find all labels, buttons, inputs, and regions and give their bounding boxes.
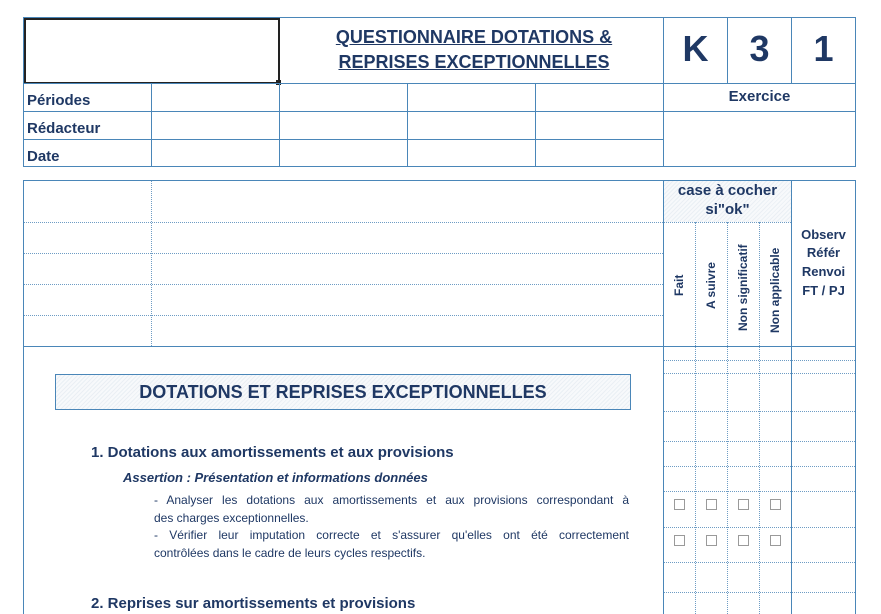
checkbox-header-line1: case à cocher — [677, 182, 778, 199]
observ-line4: FT / PJ — [802, 283, 845, 298]
checkbox-non-significatif-1[interactable] — [738, 499, 749, 510]
code-letter-k: K — [682, 28, 709, 69]
col-fait: Fait — [672, 274, 686, 296]
observ-line3: Renvoi — [801, 264, 846, 279]
code-digit-1: 1 — [813, 28, 834, 69]
row-label-redacteur: Rédacteur — [27, 120, 101, 137]
code-digit-3: 3 — [749, 28, 770, 69]
checkbox-fait-2[interactable] — [674, 535, 685, 546]
step2-line2: contrôlées dans le cadre de leurs cycles respectifs. — [154, 546, 426, 560]
checkbox-a-suivre-2[interactable] — [706, 535, 717, 546]
col-a-suivre: A suivre — [704, 262, 718, 309]
assertion-label: Assertion : Présentation et informations données — [123, 470, 428, 485]
checkbox-a-suivre-1[interactable] — [706, 499, 717, 510]
logo-box[interactable] — [24, 18, 280, 84]
checkbox-non-significatif-2[interactable] — [738, 535, 749, 546]
item2-title: 2. Reprises sur amortissements et provisions — [91, 595, 416, 612]
checkbox-non-applicable-2[interactable] — [770, 535, 781, 546]
col-non-applicable: Non applicable — [768, 247, 782, 333]
step1-line1: - Analyser les dotations aux amortissements et aux provisions correspondant à — [154, 493, 629, 507]
header-title-line1: QUESTIONNAIRE DOTATIONS & — [335, 27, 613, 47]
step2-line1: - Vérifier leur imputation correcte et s'assurer qu'elles ont été correctement — [154, 528, 629, 542]
exercice-label: Exercice — [728, 88, 791, 105]
checkbox-header-line2: si"ok" — [705, 201, 750, 218]
step1-line2: des charges exceptionnelles. — [154, 511, 309, 525]
observ-line1: Observ — [801, 227, 846, 242]
checkbox-fait-1[interactable] — [674, 499, 685, 510]
col-non-significatif: Non significatif — [736, 244, 750, 331]
item1-title: 1. Dotations aux amortissements et aux provisions — [91, 444, 454, 461]
section-title: DOTATIONS ET REPRISES EXCEPTIONNELLES — [139, 382, 547, 402]
header-title-line2: REPRISES EXCEPTIONNELLES — [338, 52, 610, 72]
observ-line2: Référ — [806, 245, 841, 260]
row-label-date: Date — [27, 148, 60, 165]
checkbox-non-applicable-1[interactable] — [770, 499, 781, 510]
row-label-periodes: Périodes — [27, 92, 91, 109]
